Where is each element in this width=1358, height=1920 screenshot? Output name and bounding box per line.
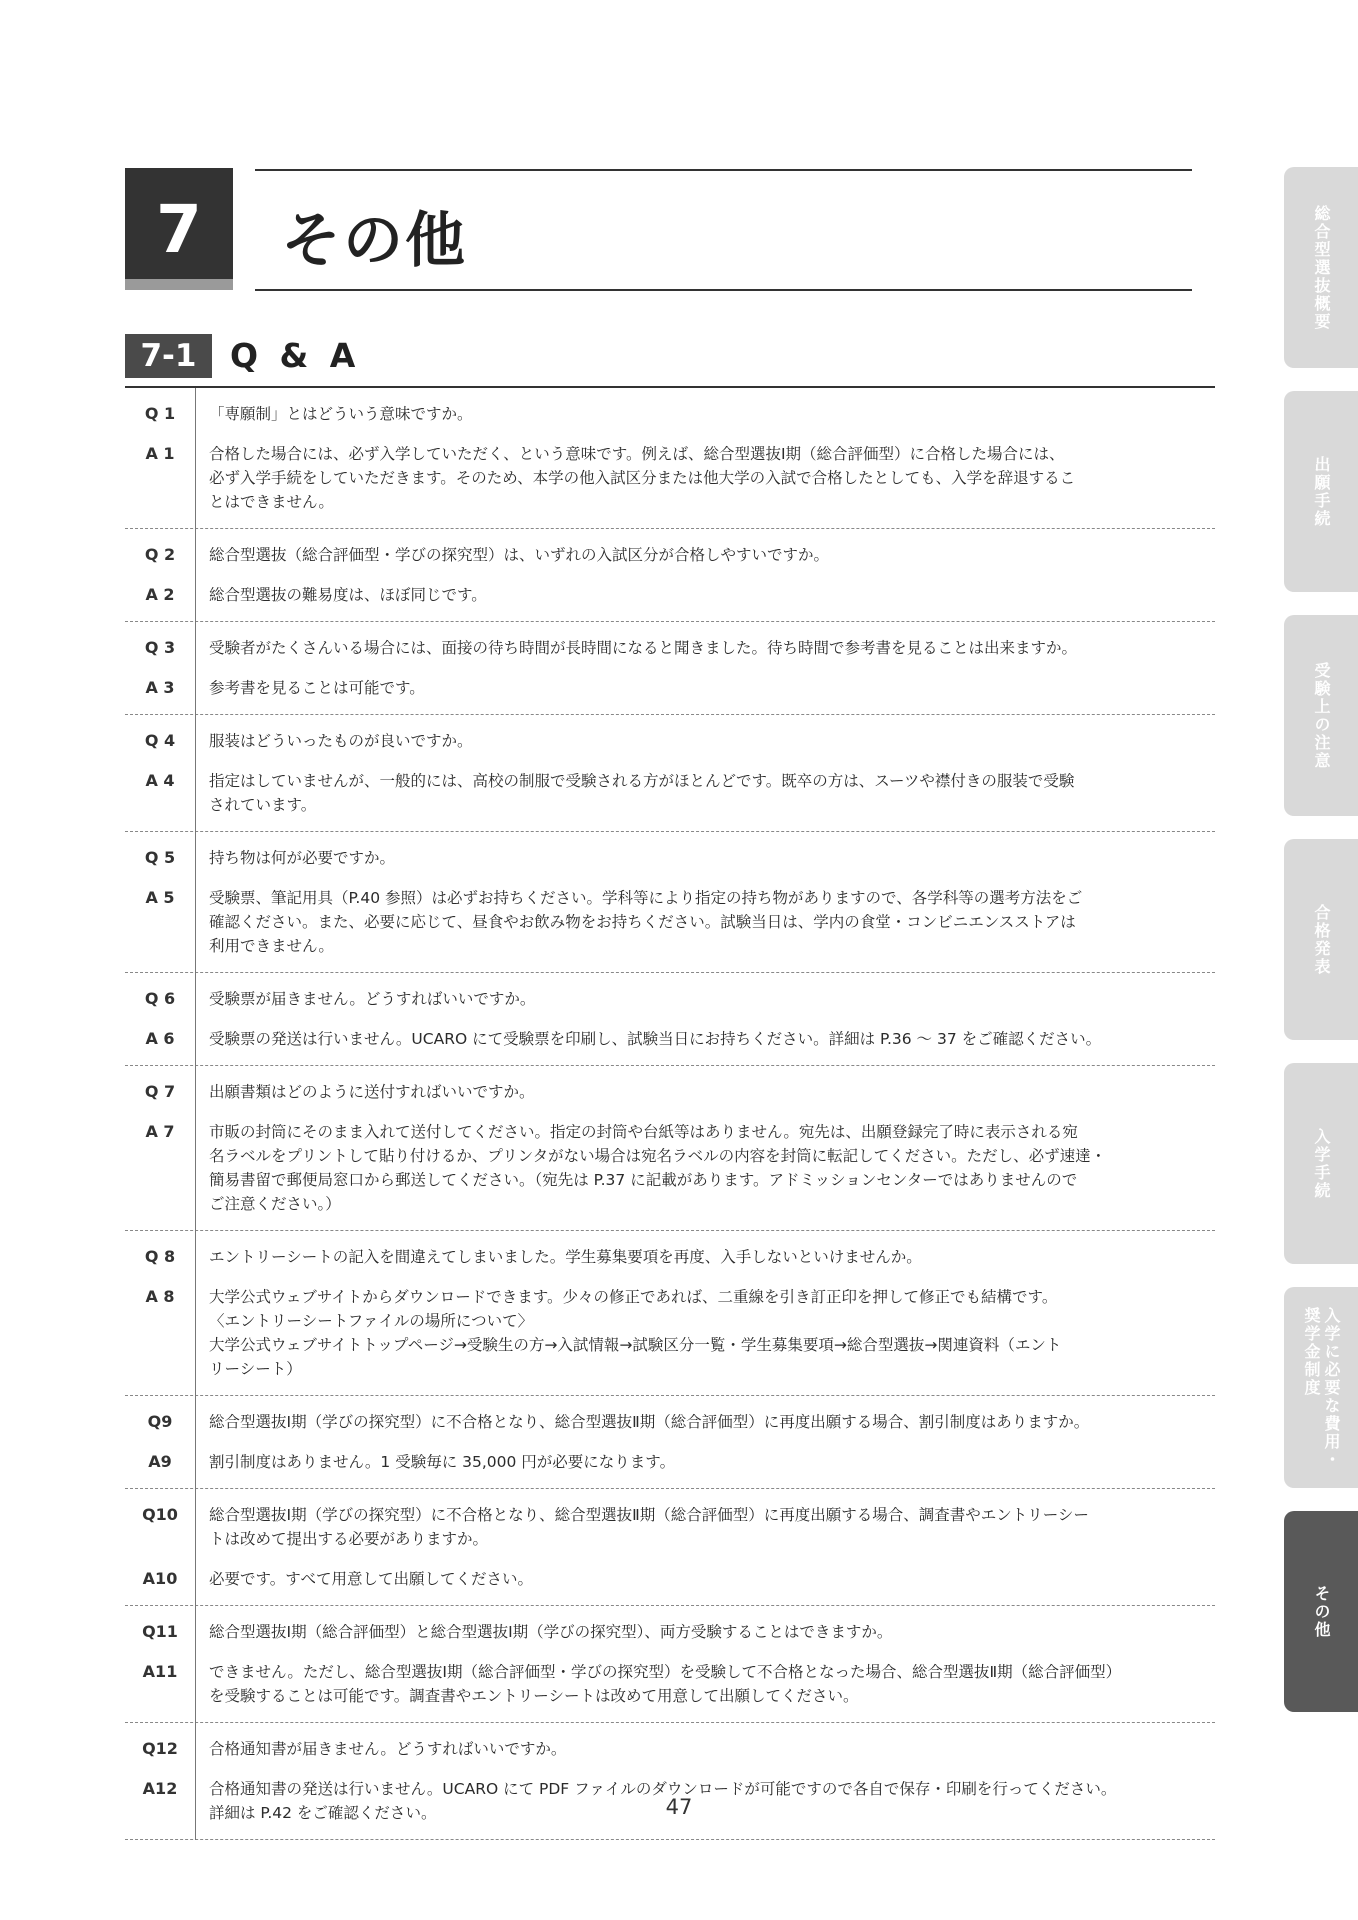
chapter-bottom-rule [255, 289, 1192, 291]
answer-text: 受験票、筆記用具（P.40 参照）は必ずお持ちください。学科等により指定の持ち物がありますので、各学科等の選考方法をご 確認ください。また、必要に応じて、昼食やお飲み物をお持ちください。試験当日は、学内の食堂・コンビニエンスストアは 利用できません。 [209, 889, 1083, 955]
answer-label: A 1 [145, 444, 175, 463]
question-label: Q 4 [144, 731, 176, 750]
question-row [125, 1237, 1215, 1277]
answer-row [125, 575, 1215, 615]
question-row [125, 628, 1215, 668]
question-label: Q 3 [144, 638, 176, 657]
qa-item [125, 1723, 1215, 1840]
question-row [125, 721, 1215, 761]
qa-item [125, 1489, 1215, 1606]
answer-text: 大学公式ウェブサイトからダウンロードできます。少々の修正であれば、二重線を引き訂正印を押して修正でも結構です。 〈エントリーシートファイルの場所について〉 大学公式ウェブサイトトップページ→受験生の方→入試情報→試験区分一覧・学生募集要項→総合型選抜→関連資料（エント リーシート） [209, 1288, 1062, 1378]
question-text: 総合型選抜Ⅰ期（総合評価型）と総合型選抜Ⅰ期（学びの探究型）、両方受験することはできますか。 [209, 1623, 893, 1641]
answer-row [125, 1442, 1215, 1482]
side-tab-label: 総合型選抜概要 [1312, 204, 1331, 331]
question-row [125, 1072, 1215, 1112]
answer-label: A 2 [145, 585, 175, 604]
qa-item [125, 832, 1215, 973]
qa-item [125, 622, 1215, 715]
answer-row [125, 1559, 1215, 1599]
answer-label: A12 [142, 1779, 178, 1798]
side-tab-label: その他 [1312, 1584, 1331, 1639]
question-text: 持ち物は何が必要ですか。 [209, 849, 396, 867]
qa-item [125, 973, 1215, 1066]
section-title: Q & A [230, 336, 361, 375]
side-tab-label: 入学手続 [1312, 1127, 1331, 1200]
qa-item [125, 1396, 1215, 1489]
answer-text: 合格通知書の発送は行いません。UCARO にて PDF ファイルのダウンロードが可能ですので各自で保存・印刷を行ってください。 詳細は P.42 をご確認ください。 [209, 1780, 1117, 1822]
answer-label: A 7 [145, 1122, 175, 1141]
answer-text: 総合型選抜の難易度は、ほぼ同じです。 [209, 586, 487, 604]
side-tab-5[interactable] [1284, 1063, 1358, 1264]
question-row [125, 1612, 1215, 1652]
side-tab-label: 受験上の注意 [1312, 661, 1331, 770]
chapter-title: その他 [281, 206, 467, 276]
question-text: エントリーシートの記入を間違えてしまいました。学生募集要項を再度、入手しないといけませんか。 [209, 1248, 922, 1266]
answer-row [125, 1277, 1215, 1389]
answer-text: 受験票の発送は行いません。UCARO にて受験票を印刷し、試験当日にお持ちください。詳細は P.36 ～ 37 をご確認ください。 [209, 1030, 1102, 1048]
answer-label: A10 [142, 1569, 178, 1588]
answer-text: 指定はしていませんが、一般的には、高校の制服で受験される方がほとんどです。既卒の方は、スーツや襟付きの服装で受験 されています。 [209, 772, 1075, 814]
side-tab-label: 出願手続 [1312, 455, 1331, 528]
question-row [125, 1402, 1215, 1442]
answer-row [125, 668, 1215, 708]
qa-item [125, 715, 1215, 832]
qa-item [125, 1606, 1215, 1723]
question-row [125, 979, 1215, 1019]
qa-item [125, 1066, 1215, 1231]
side-tab-2[interactable] [1284, 391, 1358, 592]
answer-text: 合格した場合には、必ず入学していただく、という意味です。例えば、総合型選抜Ⅰ期（総合評価型）に合格した場合には、 必ず入学手続をしていただきます。そのため、本学の他入試区分または他大学の入試で合格したとしても、入学を辞退するこ とはできません。 [209, 445, 1076, 511]
question-row [125, 838, 1215, 878]
answer-text: 市販の封筒にそのまま入れて送付してください。指定の封筒や台紙等はありません。宛先は、出願登録完了時に表示される宛 名ラベルをプリントして貼り付けるか、プリンタがない場合は宛名ラベルの内容を封筒に転記してください。ただし、必ず速達・ 簡易書留で郵便局窓口から郵送してください。（宛先は P.37 に記載があります。アドミッションセンターではありませんので ご注意ください。） [209, 1123, 1107, 1213]
qa-list [125, 388, 1215, 1840]
question-text: 合格通知書が届きません。どうすればいいですか。 [209, 1740, 567, 1758]
question-label: Q 2 [144, 545, 176, 564]
answer-row [125, 434, 1215, 522]
question-label: Q 6 [144, 989, 176, 1008]
question-label: Q9 [147, 1412, 173, 1431]
question-text: 受験票が届きません。どうすればいいですか。 [209, 990, 536, 1008]
chapter-top-rule [255, 169, 1192, 171]
qa-item [125, 1231, 1215, 1396]
answer-row [125, 1019, 1215, 1059]
question-row [125, 1729, 1215, 1769]
question-text: 総合型選抜Ⅰ期（学びの探究型）に不合格となり、総合型選抜Ⅱ期（総合評価型）に再度出願する場合、調査書やエントリーシー トは改めて提出する必要がありますか。 [209, 1506, 1089, 1548]
question-row [125, 1495, 1215, 1559]
side-tab-label: 合格発表 [1312, 903, 1331, 976]
question-text: 総合型選抜（総合評価型・学びの探究型）は、いずれの入試区分が合格しやすいですか。 [209, 546, 830, 564]
answer-text: 参考書を見ることは可能です。 [209, 679, 425, 697]
question-label: Q12 [142, 1739, 178, 1758]
section-number: 7-1 [125, 334, 212, 378]
question-label: Q 8 [144, 1247, 176, 1266]
page-number: 47 [665, 1795, 693, 1819]
qa-item [125, 529, 1215, 622]
question-label: Q 7 [144, 1082, 176, 1101]
question-text: 受験者がたくさんいる場合には、面接の待ち時間が長時間になると聞きました。待ち時間で参考書を見ることは出来ますか。 [209, 639, 1078, 657]
answer-label: A 8 [145, 1287, 175, 1306]
side-tab-6[interactable] [1284, 1287, 1358, 1488]
qa-item [125, 388, 1215, 529]
answer-label: A 3 [145, 678, 175, 697]
question-text: 服装はどういったものが良いですか。 [209, 732, 473, 750]
question-row [125, 535, 1215, 575]
question-row [125, 394, 1215, 434]
answer-label: A11 [142, 1662, 178, 1681]
answer-row [125, 761, 1215, 825]
question-text: 「専願制」とはどういう意味ですか。 [209, 405, 473, 423]
side-tab-3[interactable] [1284, 615, 1358, 816]
question-text: 総合型選抜Ⅰ期（学びの探究型）に不合格となり、総合型選抜Ⅱ期（総合評価型）に再度出願する場合、割引制度はありますか。 [209, 1413, 1090, 1431]
answer-text: 必要です。すべて用意して出願してください。 [209, 1570, 533, 1588]
answer-row [125, 1652, 1215, 1716]
answer-text: できません。ただし、総合型選抜Ⅰ期（総合評価型・学びの探究型）を受験して不合格となった場合、総合型選抜Ⅱ期（総合評価型） を受験することは可能です。調査書やエントリーシートは改めて用意して出願してください。 [209, 1663, 1122, 1705]
question-label: Q11 [142, 1622, 178, 1641]
question-label: Q10 [142, 1505, 178, 1524]
question-text: 出願書類はどのように送付すればいいですか。 [209, 1083, 535, 1101]
answer-label: A 6 [145, 1029, 175, 1048]
answer-label: A 5 [145, 888, 175, 907]
chapter-number: 7 [125, 168, 233, 290]
question-label: Q 1 [144, 404, 176, 423]
side-tab-7[interactable] [1284, 1511, 1358, 1712]
side-tab-1[interactable] [1284, 167, 1358, 368]
side-tab-label: 入学に必要な費用・ 奨学金制度 [1302, 1306, 1341, 1469]
answer-row [125, 1112, 1215, 1224]
question-label: Q 5 [144, 848, 176, 867]
side-tab-4[interactable] [1284, 839, 1358, 1040]
answer-label: A 4 [145, 771, 175, 790]
answer-row [125, 878, 1215, 966]
answer-label: A9 [148, 1452, 172, 1471]
answer-text: 割引制度はありません。1 受験毎に 35,000 円が必要になります。 [209, 1453, 676, 1471]
chapter-number-underbar [125, 279, 233, 290]
